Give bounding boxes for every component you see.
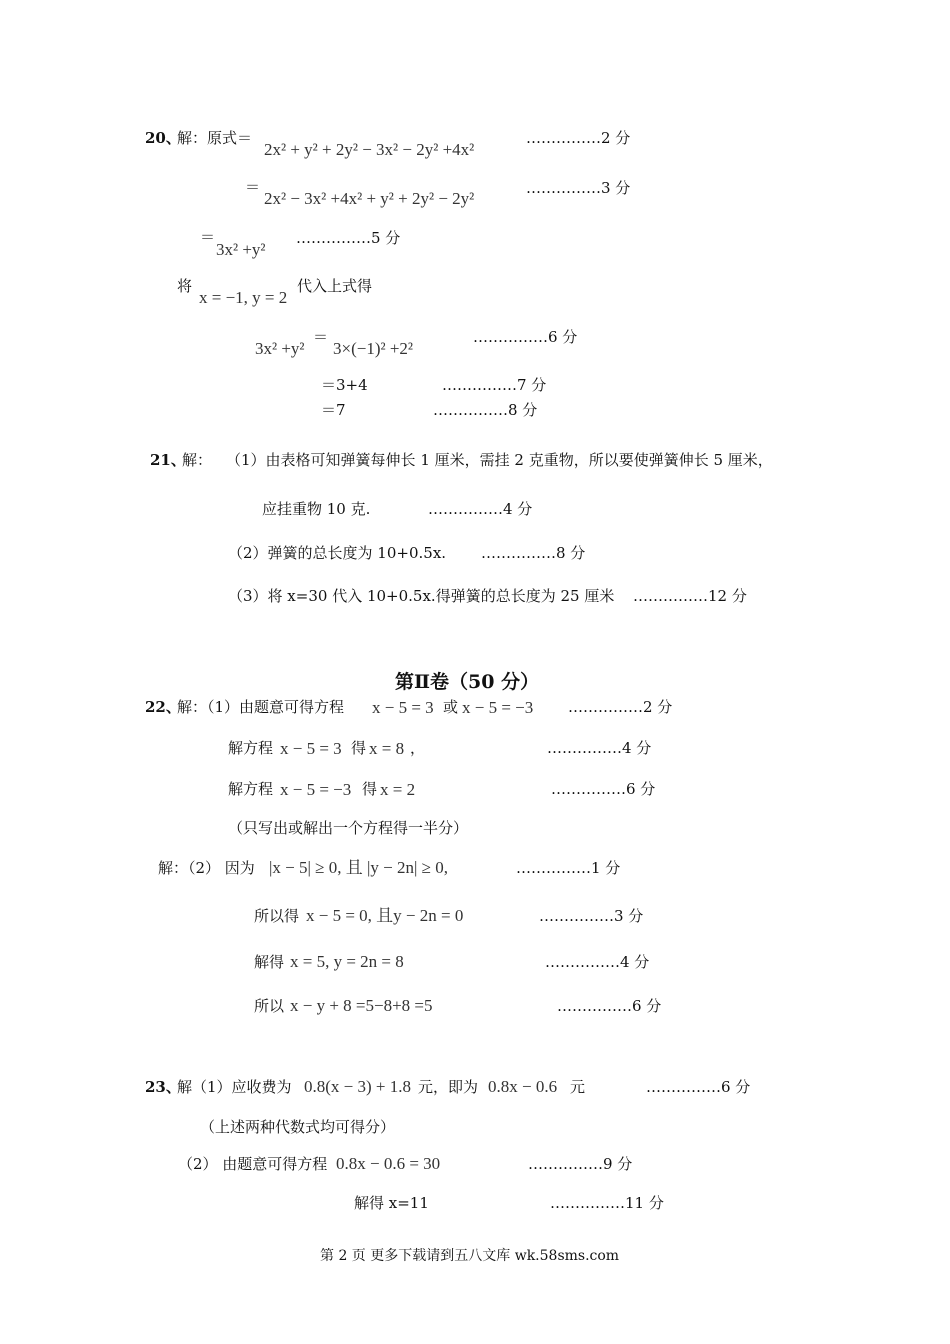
q22-score2: ……………4 分: [547, 739, 652, 757]
q20-line7-text: ＝7: [321, 401, 346, 419]
q22-part2-line4-score: ……………6 分: [557, 997, 662, 1015]
q20-line1-score: ……………2 分: [526, 129, 631, 147]
q23-note: （上述两种代数式均可得分）: [200, 1118, 396, 1136]
q20-line5-lhs: 3x² +y²: [255, 339, 305, 358]
q20-line3-expr: 3x² +y²: [216, 240, 266, 259]
q22-part2-intro: 解：（2） 因为: [158, 859, 255, 877]
q22-part2-line2-score: ……………3 分: [539, 907, 644, 925]
q22-part2-line3-expr: x = 5, y = 2n = 8: [290, 952, 404, 971]
q20-line6-score: ……………7 分: [442, 376, 547, 394]
q21-part1-score: ……………4 分: [428, 500, 533, 518]
q20-intro: 解：原式＝: [177, 129, 253, 147]
q22-part2-line4-pre: 所以: [254, 997, 285, 1015]
q23-expr2: 0.8x − 0.6: [488, 1077, 558, 1096]
q22-part2-line3-pre: 解得: [254, 953, 285, 971]
q21-part3: （3）将 x=30 代入 10+0.5x.得弹簧的总长度为 25 厘米: [228, 587, 615, 605]
q21-part1: （1）由表格可知弹簧每伸长 1 厘米，需挂 2 克重物，所以要使弹簧伸长 5 厘米，: [226, 451, 773, 469]
q22-step2-end: ，: [410, 739, 426, 757]
q20-line1-expr: 2x² + y² + 2y² − 3x² − 2y² +4x²: [264, 140, 475, 159]
q22-step3-mid: 得: [362, 780, 378, 798]
q20-line5-rhs: 3×(−1)² +2²: [333, 339, 414, 358]
q23-part3-score: ……………11 分: [550, 1194, 664, 1212]
q22-step2-res: x = 8: [369, 739, 405, 758]
q20-line2-expr: 2x² − 3x² +4x² + y² + 2y² − 2y²: [264, 189, 475, 208]
q22-step3-res: x = 2: [380, 780, 416, 799]
q23-intro: 解（1）应收费为: [177, 1078, 292, 1096]
q20-line6-text: ＝3+4: [321, 376, 368, 394]
page-footer: 第 2 页 更多下载请到五八文库 wk.58sms.com: [320, 1248, 620, 1264]
q22-step3-pre: 解方程: [228, 780, 274, 798]
q21-label: 21、: [150, 451, 186, 469]
q23-part2-expr: 0.8x − 0.6 = 30: [336, 1154, 441, 1173]
q21-part3-score: ……………12 分: [633, 587, 747, 605]
q22-part2-line2-pre: 所以得: [254, 907, 300, 925]
q22-score3: ……………6 分: [551, 780, 656, 798]
q23-label: 23、: [145, 1078, 181, 1096]
q20-line7-score: ……………8 分: [433, 401, 538, 419]
q21-part2: （2）弹簧的总长度为 10+0.5x.: [228, 544, 447, 562]
q22-step2-eq: x − 5 = 3: [280, 739, 342, 758]
q23-unit: 元: [570, 1078, 586, 1096]
q21-part2-score: ……………8 分: [481, 544, 586, 562]
q20-line5-score: ……………6 分: [473, 328, 578, 346]
q20-line5-eq: ＝: [313, 328, 329, 346]
q21-part1-answer: 应挂重物 10 克.: [262, 500, 371, 518]
q22-step2-pre: 解方程: [228, 739, 274, 757]
q23-part3-text: 解得 x=11: [354, 1194, 429, 1212]
q22-part2-line3-score: ……………4 分: [545, 953, 650, 971]
q20-line2-score: ……………3 分: [526, 179, 631, 197]
q22-part2-line2-expr: x − 5 = 0, 且y − 2n = 0: [306, 906, 464, 925]
q22-or: 或: [443, 698, 459, 716]
q20-label: 20、: [145, 129, 181, 147]
q20-line4-pre: 将: [177, 277, 193, 295]
q22-intro: 解：（1）由题意可得方程: [177, 698, 345, 716]
q22-step3-eq: x − 5 = −3: [280, 780, 352, 799]
q22-score1: ……………2 分: [568, 698, 673, 716]
q22-part2-line4-expr: x − y + 8 =5−8+8 =5: [290, 996, 433, 1015]
q23-part2-score: ……………9 分: [528, 1155, 633, 1173]
q23-mid: 元，即为: [418, 1078, 479, 1096]
q22-step2-mid: 得: [351, 739, 367, 757]
q20-line4-post: 代入上式得: [297, 277, 373, 295]
q22-eq1: x − 5 = 3: [372, 698, 434, 717]
q22-part2-expr: |x − 5| ≥ 0, 且 |y − 2n| ≥ 0,: [269, 858, 448, 877]
q22-part2-score: ……………1 分: [516, 859, 621, 877]
q20-line2-eq: ＝: [245, 178, 261, 196]
q23-score1: ……………6 分: [646, 1078, 751, 1096]
q23-expr1: 0.8(x − 3) + 1.8: [304, 1077, 411, 1096]
q22-eq2: x − 5 = −3: [462, 698, 534, 717]
q20-line3-score: ……………5 分: [296, 229, 401, 247]
q21-intro: 解：: [182, 451, 213, 469]
q20-line3-eq: ＝: [200, 228, 216, 246]
q23-part2-pre: （2） 由题意可得方程: [178, 1155, 328, 1173]
section-title: 第Ⅱ卷（50 分）: [395, 671, 540, 693]
q20-line4-expr: x = −1, y = 2: [199, 288, 288, 307]
q22-note: （只写出或解出一个方程得一半分）: [228, 819, 469, 837]
q22-label: 22、: [145, 698, 181, 716]
